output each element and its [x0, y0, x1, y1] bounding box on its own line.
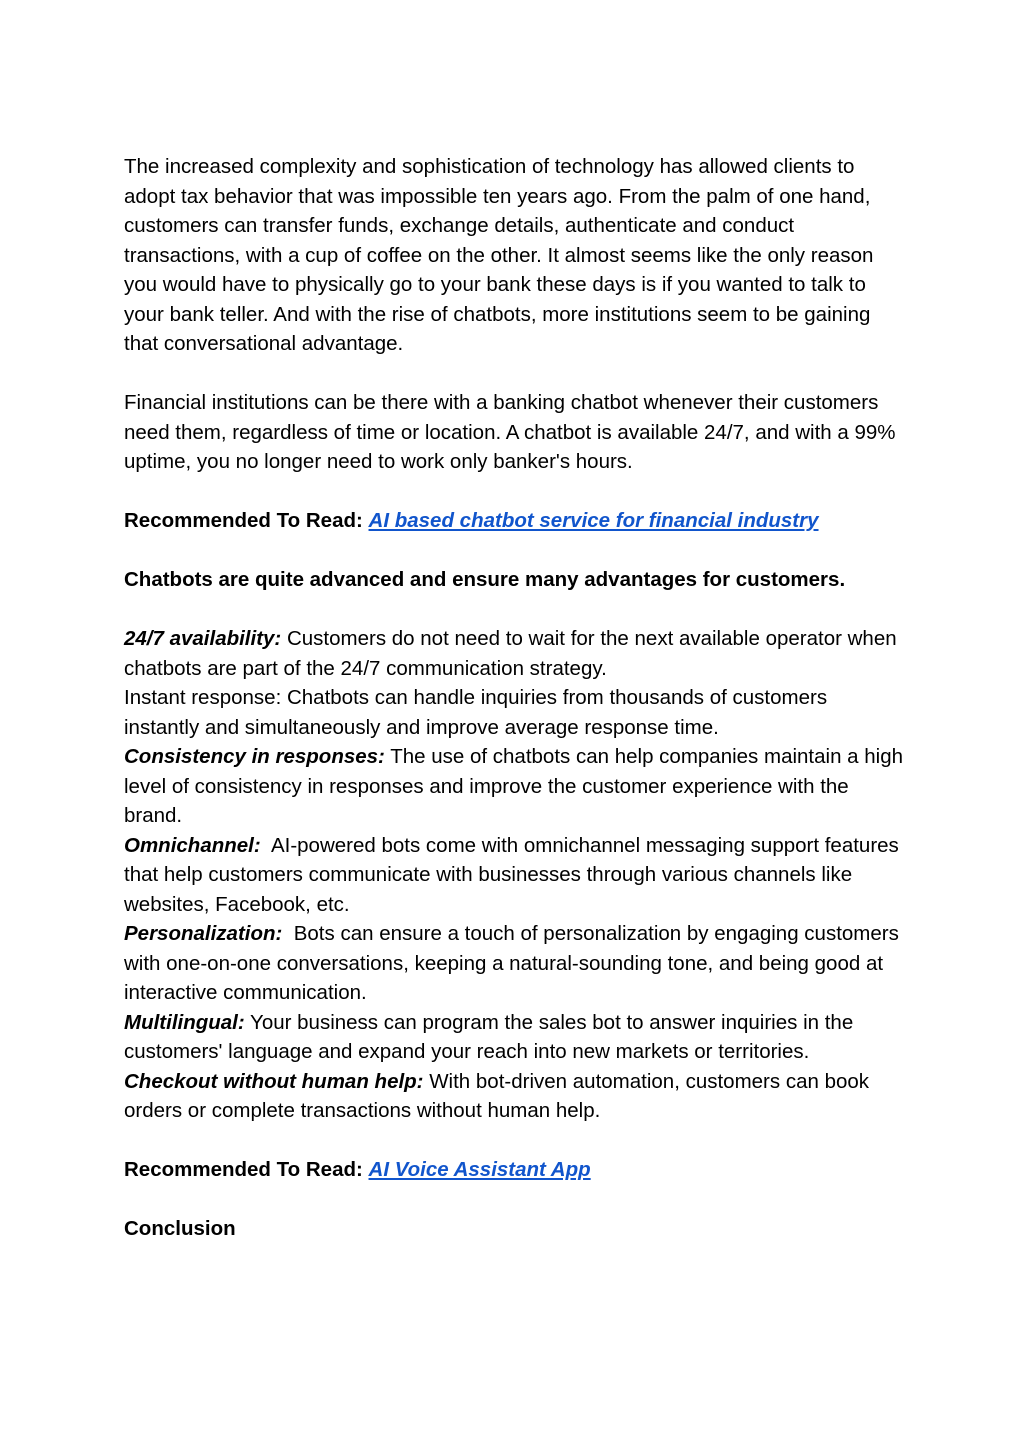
advantage-item [124, 624, 904, 683]
availability-paragraph: Financial institutions can be there with a banking chatbot whenever their customers need them, regardless of time or location. A chatbot is available 24/7, and with a 99% uptime, you no longer need to work only banker's hours. [124, 391, 896, 473]
advantage-item [124, 919, 904, 1008]
advantage-text: With bot-driven automation, customers can book orders or complete transactions without human help. [124, 1069, 870, 1122]
ai-voice-assistant-link[interactable]: AI Voice Assistant App [368, 1158, 591, 1181]
advantage-item [124, 1067, 904, 1126]
conclusion-heading: Conclusion [124, 1217, 236, 1240]
intro-paragraph: The increased complexity and sophistication of technology has allowed clients to adopt tax behavior that was impossible ten years ago. From the palm of one hand, customers can transfer funds, exchange details, authenticate and conduct transactions, with a cup of coffee on the other. It almost seems like the only reason you would have to physically go to your bank these days is if you wanted to talk to your bank teller. And with the rise of chatbots, more institutions seem to be gaining that conversational advantage. [124, 155, 874, 355]
advantage-term: Consistency in responses: [124, 745, 385, 768]
advantage-text: Bots can ensure a touch of personalization by engaging customers with one-on-one conversations, keeping a natural-sounding tone, and being good at interactive communication. [124, 922, 905, 1004]
advantage-term: Personalization: [124, 922, 283, 945]
paragraph-spacer [124, 536, 904, 566]
advantage-text: Customers do not need to wait for the next available operator when chatbots are part of the 24/7 communication strategy. [124, 627, 897, 680]
advantage-item [124, 831, 904, 920]
advantage-term: Multilingual: [124, 1010, 245, 1034]
advantage-item [124, 683, 904, 742]
advantage-text: AI-powered bots come with omnichannel messaging support features that help customers communicate with businesses through various channels like websites, Facebook, etc. [124, 833, 905, 916]
advantage-item [124, 742, 904, 831]
advantages-list [124, 624, 904, 1126]
paragraph-spacer [124, 1126, 904, 1156]
paragraph-spacer [124, 1185, 904, 1215]
advantage-text: Your business can program the sales bot to answer inquiries in the customers' language and expand your reach into new markets or territories. [124, 1010, 854, 1063]
document-page [124, 152, 904, 1244]
recommended-read-2 [124, 1155, 904, 1185]
chatbot-financial-industry-link[interactable]: AI based chatbot service for financial industry [368, 509, 819, 532]
paragraph-spacer [124, 595, 904, 625]
paragraph-spacer [124, 477, 904, 507]
paragraph-spacer [124, 359, 904, 389]
recommended-read-1 [124, 506, 904, 536]
recommended-label: Recommended To Read: [124, 1158, 363, 1181]
advantage-item [124, 1008, 904, 1067]
advantages-heading: Chatbots are quite advanced and ensure many advantages for customers. [124, 568, 846, 591]
advantage-term: Omnichannel: [124, 833, 261, 857]
advantage-text: Instant response: Chatbots can handle inquiries from thousands of customers instantly and simultaneously and improve average response time. [124, 686, 828, 739]
advantage-term: 24/7 availability: [124, 627, 282, 650]
advantage-term: Checkout without human help: [124, 1069, 424, 1093]
recommended-label: Recommended To Read: [124, 509, 363, 532]
advantage-text: The use of chatbots can help companies maintain a high level of consistency in responses and improve the customer experience with the brand. [124, 745, 904, 827]
